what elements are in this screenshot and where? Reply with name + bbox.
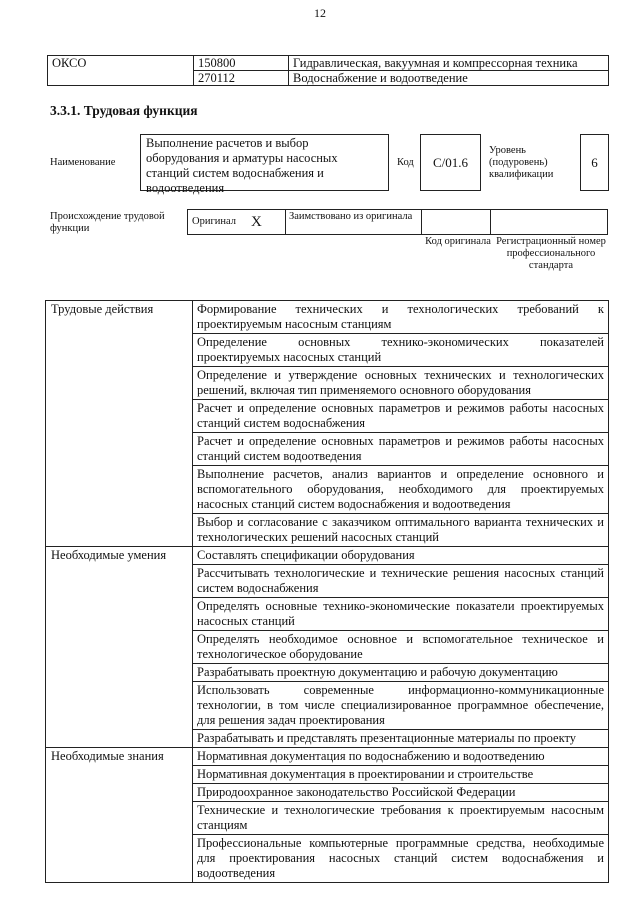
section-title: Необходимые знания [46,748,193,883]
table-row [46,748,609,766]
section-item: Выполнение расчетов, анализ вариантов и определение основного и вспомогательного оборудования, необходимого для проектируемых насосных станций систем водоснабжения и водоотведения [193,466,609,514]
section-item: Разрабатывать проектную документацию и рабочую документацию [193,664,609,682]
code-original-cell [421,209,491,235]
section-item: Определение основных технико-экономических показателей проектируемых насосных станций [193,334,609,367]
qualification-level-label: Уровень (подуровень) квалификации [489,145,554,180]
okso-code: 270112 [194,71,289,86]
function-details-table [45,300,609,883]
table-row [46,547,609,565]
section-heading: 3.3.1. Трудовая функция [50,103,198,118]
code-label: Код [397,157,414,168]
section-item: Разрабатывать и представлять презентационные материалы по проекту [193,730,609,748]
section-item: Нормативная документация в проектировании и строительстве [193,766,609,784]
table-row [46,301,609,334]
function-name-label: Наименование [50,157,116,168]
section-title: Трудовые действия [46,301,193,547]
function-name-box: Выполнение расчетов и выбор оборудования и арматуры насосных станций систем водоснабжения и водоотведения [140,134,389,191]
okso-code: 150800 [194,56,289,71]
section-item: Формирование технических и технологических требований к проектируемым насосным станциям [193,301,609,334]
origin-label: Происхождение трудовой функции [50,211,165,234]
section-item: Нормативная документация по водоснабжению и водоотведению [193,748,609,766]
section-item: Расчет и определение основных параметров и режимов работы насосных станций систем водоотведения [193,433,609,466]
original-mark: X [251,214,262,230]
okso-name: Водоснабжение и водоотведение [289,71,609,86]
section-item: Выбор и согласование с заказчиком оптимального варианта технических и технологических решений насосных станций [193,514,609,547]
origin-table [188,209,609,235]
section-item: Составлять спецификации оборудования [193,547,609,565]
section-item: Природоохранное законодательство Российской Федерации [193,784,609,802]
section-item: Расчет и определение основных параметров и режимов работы насосных станций систем водоснабжения [193,400,609,433]
section-item: Использовать современные информационно-коммуникационные технологии, в том числе специализированное программное обеспечение, для решения задач проектирования [193,682,609,730]
original-label: Оригинал [192,216,236,227]
okso-name: Гидравлическая, вакуумная и компрессорная техника [289,56,609,71]
section-item: Профессиональные компьютерные программные средства, необходимые для проектирования насосных станций систем водоснабжения и водоотведения [193,835,609,883]
section-item: Технические и технологические требования к проектируемым насосным станциям [193,802,609,835]
okso-table [47,55,609,86]
section-title: Необходимые умения [46,547,193,748]
section-item: Рассчитывать технологические и технические решения насосных станций систем водоснабжения [193,565,609,598]
okso-row [48,56,609,71]
page-number: 12 [314,6,326,20]
function-code-box: C/01.6 [420,134,481,191]
okso-label: ОКСО [48,56,194,86]
reg-number-caption: Регистрационный номер профессионального стандарта [496,236,606,271]
qualification-level-box: 6 [580,134,609,191]
reg-number-cell [490,209,608,235]
original-cell [187,209,286,235]
section-item: Определение и утверждение основных технических и технологических решений, включая тип применяемого основного оборудования [193,367,609,400]
borrowed-cell: Заимствовано из оригинала [285,209,422,235]
code-original-caption: Код оригинала [425,236,491,247]
section-item: Определять необходимое основное и вспомогательное техническое и технологическое оборудование [193,631,609,664]
section-item: Определять основные технико-экономические показатели проектируемых насосных станций [193,598,609,631]
